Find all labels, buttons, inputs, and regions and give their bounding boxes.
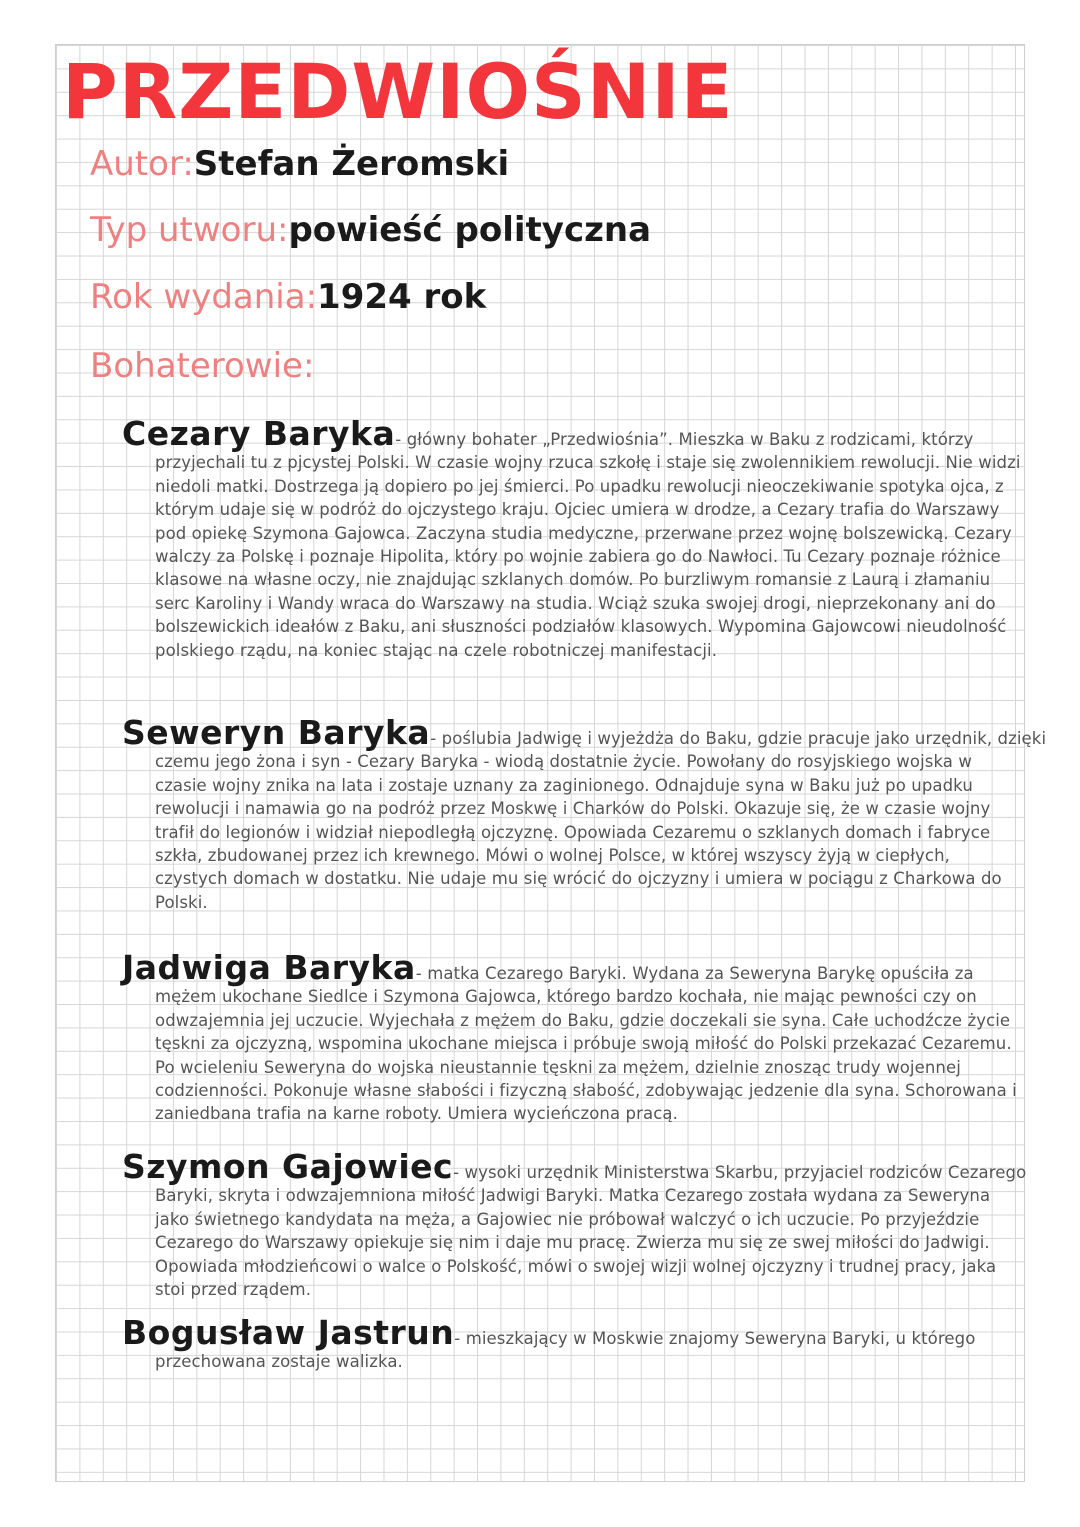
publication-year-row <box>90 275 486 319</box>
character-dash: - <box>454 1329 466 1348</box>
character-entry <box>122 1147 1027 1301</box>
author-label: Autor: <box>90 144 194 184</box>
character-dash: - <box>415 964 428 983</box>
character-description: przechowana zostaje walizka. <box>155 1352 403 1372</box>
character-name: Szymon Gajowiec <box>122 1147 454 1186</box>
character-dash: - <box>453 1163 465 1182</box>
author-row <box>90 142 509 186</box>
character-description: mężem ukochane Siedlce i Szymona Gajowca, którego bardzo kochała, nie mając pewności czy on odwzajemnia jej uczucie. Wyjechała z mężem do Baku, gdzie doczekali sie syna. Całe uchodźcze życie tęskni za ojczyzną, wspomina ukochane miejsca i próbuje swoją miłość do Polski przekazać Cezaremu. Po wcieleniu Seweryna do wojska nieustannie tęskni za mężem, dzielnie znosząc trudy wojennej codzienności. Pokonuje własne słabości i fizyczną słabość, zdobywając jedzenie dla syna. Schorowana i zaniedbana trafia na karne roboty. Umiera wycieńczona pracą. <box>155 987 1017 1124</box>
character-description-first-line: wysoki urzędnik Ministerstwa Skarbu, przyjaciel rodziców Cezarego <box>464 1163 1027 1182</box>
character-entry <box>122 414 1022 662</box>
work-type-row <box>90 208 651 252</box>
publication-year-value: 1924 rok <box>317 277 487 317</box>
character-description: przyjechali tu z pjcystej Polski. W czasie wojny rzuca szkołę i staje się zwolennikiem rewolucji. Nie widzi niedoli matki. Dostrzega ją dopiero po jej śmierci. Po upadku rewolucji nieoczekiwanie spotyka ojca, z którym udaje się w podróż do ojczystego kraju. Ojciec umiera w drodze, a Cezary trafia do Warszawy pod opiekę Szymona Gajowca. Zaczyna studia medyczne, przerwane przez wojnę bolszewicką. Cezary walczy za Polskę i poznaje Hipolita, który po wojnie zabiera go do Nawłoci. Tu Cezary poznaje różnice klasowe na własne oczy, nie znajdując szklanych domów. Po burzliwym romansie z Laurą i złamaniu serc Karoliny i Wandy wraca do Warszawy na studia. Wciąż szuka swojej drogi, nieprzekonany ani do bolszewickich ideałów z Baku, ani słuszności podziałów klasowych. Wypomina Gajowcowi nieudolność polskiego rządu, na koniec stając na czele robotniczej manifestacji. <box>155 453 1021 660</box>
work-type-label: Typ utworu: <box>90 210 289 250</box>
character-entry <box>122 1313 1022 1374</box>
publication-year-label: Rok wydania: <box>90 277 318 317</box>
character-dash: - <box>430 729 442 748</box>
character-name: Seweryn Baryka <box>122 713 431 752</box>
character-dash: - <box>395 430 407 449</box>
character-name: Jadwiga Baryka <box>122 948 416 987</box>
character-entry <box>122 948 1022 1126</box>
character-name: Cezary Baryka <box>122 414 396 453</box>
characters-heading: Bohaterowie: <box>90 346 315 386</box>
characters-heading-row <box>90 344 314 388</box>
character-description: Baryki, skryta i odwzajemniona miłość Jadwigi Baryki. Matka Cezarego została wydana za Seweryna jako świetnego kandydata na męża, a Gajowiec nie próbował walczyć o ich uczucie. Po przyjeździe Cezarego do Warszawy opiekuje się nim i daje mu pracę. Zwierza mu się ze swej miłości do Jadwigi. Opowiada młodzieńcowi o walce o Polskość, mówi o swojej wizji wolnej ojczyzny i trudnej pracy, jaka stoi przed rządem. <box>155 1186 997 1300</box>
character-name: Bogusław Jastrun <box>122 1313 455 1352</box>
character-description-first-line: poślubia Jadwigę i wyjeżdża do Baku, gdzie pracuje jako urzędnik, dzięki <box>441 729 1047 748</box>
character-description-first-line: matka Cezarego Baryki. Wydana za Seweryna Barykę opuściła za <box>427 964 974 983</box>
author-value: Stefan Żeromski <box>193 144 510 184</box>
page-title: PRZEDWIOŚNIE <box>62 47 734 136</box>
character-description-first-line: główny bohater „Przedwiośnia”. Mieszka w Baku z rodzicami, którzy <box>406 430 974 449</box>
work-type-value: powieść polityczna <box>288 210 652 250</box>
character-description: czemu jego żona i syn - Cezary Baryka - wiodą dostatnie życie. Powołany do rosyjskiego wojska w czasie wojny znika na lata i zostaje uznany za zaginionego. Odnajduje syna w Baku już po upadku rewolucji i namawia go na podróż przez Moskwę i Charków do Polski. Okazuje się, że w czasie wojny trafił do legionów i widział niepodległą ojczyznę. Opowiada Cezaremu o szklanych domach i fabryce szkła, zbudowanej przez ich krewnego. Mówi o wolnej Polsce, w której wszyscy żyją w ciepłych, czystych domach w dostatku. Nie udaje mu się wrócić do ojczyzny i umiera w pociągu z Charkowa do Polski. <box>155 752 1002 912</box>
character-entry <box>122 713 1047 914</box>
character-description-first-line: mieszkający w Moskwie znajomy Seweryna Baryki, u którego <box>465 1329 976 1348</box>
